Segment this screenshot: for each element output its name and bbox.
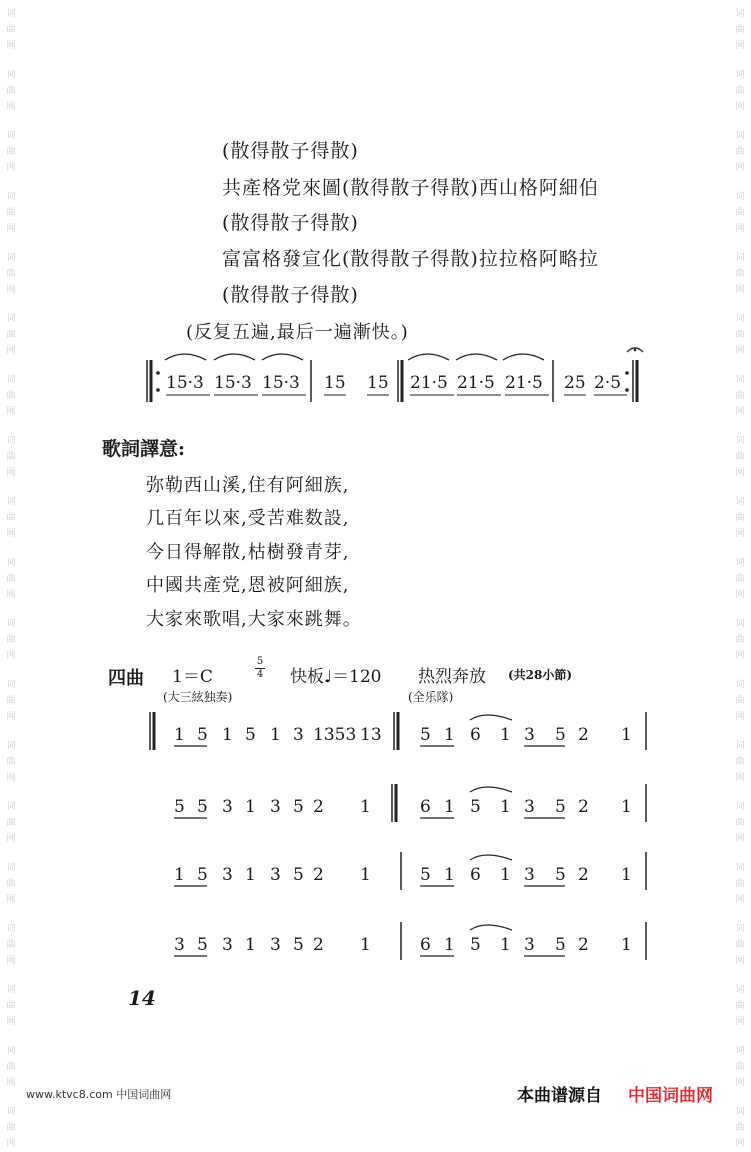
score-note: 3: [293, 725, 304, 745]
watermark-char: 曲: [735, 574, 745, 584]
score-note: 6: [470, 865, 481, 885]
score-note: 5: [293, 865, 304, 885]
watermark-char: 网: [735, 468, 745, 478]
watermark-mark: [4, 250, 18, 298]
key-signature: 1＝C: [172, 667, 213, 687]
score-note: 1353: [313, 725, 357, 745]
watermark-mark: [733, 1104, 747, 1152]
score-note: 5: [197, 935, 208, 955]
score-area: [0, 700, 751, 980]
watermark-char: 词: [6, 863, 16, 873]
watermark-char: 网: [735, 651, 745, 661]
watermark-mark: [733, 250, 747, 298]
watermark-char: 曲: [735, 757, 745, 767]
watermark-char: 网: [735, 102, 745, 112]
watermark-char: 词: [6, 619, 16, 629]
watermark-char: 网: [735, 285, 745, 295]
watermark-char: 网: [6, 1139, 16, 1149]
watermark-mark: [733, 6, 747, 54]
score-note: 3: [174, 935, 185, 955]
watermark-char: 曲: [735, 1062, 745, 1072]
watermark-char: 网: [735, 1017, 745, 1027]
score-note: 5: [555, 865, 566, 885]
watermark-mark: [4, 616, 18, 664]
score-note: 13: [360, 725, 382, 745]
score-note: 1: [621, 935, 632, 955]
score-note: 1: [270, 725, 281, 745]
score-note: 2: [313, 935, 324, 955]
watermark-char: 曲: [735, 696, 745, 706]
score-note: 5: [555, 725, 566, 745]
watermark-mark: [4, 6, 18, 54]
staff1-token: 2·5: [594, 373, 622, 393]
watermark-char: 曲: [735, 879, 745, 889]
instrument-note-left: (大三絃独奏): [163, 690, 233, 704]
score-note: 5: [555, 935, 566, 955]
watermark-char: 网: [6, 1078, 16, 1088]
translation-line-1: 弥勒西山溪,住有阿細族,: [146, 475, 350, 496]
watermark-char: 词: [735, 497, 745, 507]
score-note: 1: [174, 725, 185, 745]
watermark-char: 词: [735, 1046, 745, 1056]
watermark-char: 网: [6, 834, 16, 844]
score-note: 1: [245, 865, 256, 885]
watermark-mark: [4, 494, 18, 542]
score-note: 3: [270, 935, 281, 955]
score-note: 1: [245, 935, 256, 955]
score-note: 1: [621, 725, 632, 745]
translation-line-2: 几百年以來,受苦难数設,: [146, 508, 350, 529]
watermark-mark: [4, 128, 18, 176]
watermark-mark: [733, 128, 747, 176]
score-note: 3: [270, 797, 281, 817]
watermark-char: 词: [735, 314, 745, 324]
page-number: 14: [128, 986, 156, 1010]
watermark-char: 曲: [6, 330, 16, 340]
score-note: 1: [500, 797, 511, 817]
watermark-char: 曲: [6, 147, 16, 157]
watermark-char: 网: [735, 773, 745, 783]
bar-count: (共28小節): [508, 668, 573, 682]
watermark-char: 词: [6, 802, 16, 812]
watermark-char: 网: [6, 346, 16, 356]
score-note: 2: [578, 725, 589, 745]
score-note: 3: [270, 865, 281, 885]
score-note: 1: [360, 865, 371, 885]
score-note: 1: [360, 935, 371, 955]
staff1-token: 15: [367, 373, 389, 393]
watermark-char: 词: [6, 1046, 16, 1056]
score-note: 5: [470, 935, 481, 955]
watermark-char: 曲: [735, 330, 745, 340]
score-note: 5: [420, 725, 431, 745]
watermark-char: 词: [735, 70, 745, 80]
repeat-note: (反复五遍,最后一遍漸快。): [186, 322, 409, 343]
score-note: 5: [420, 865, 431, 885]
watermark-char: 曲: [6, 940, 16, 950]
watermark-char: 词: [735, 924, 745, 934]
watermark-char: 网: [735, 1139, 745, 1149]
watermark-char: 曲: [735, 1123, 745, 1133]
watermark-char: 网: [6, 224, 16, 234]
watermark-char: 词: [6, 741, 16, 751]
watermark-char: 曲: [6, 208, 16, 218]
staff1-token: 25: [564, 373, 586, 393]
watermark-mark: [4, 555, 18, 603]
translation-line-5: 大家來歌唱,大家來跳舞。: [146, 609, 362, 630]
watermark-char: 曲: [6, 879, 16, 889]
score-note: 1: [444, 935, 455, 955]
watermark-mark: [4, 1104, 18, 1152]
watermark-char: 词: [735, 9, 745, 19]
watermark-char: 词: [6, 497, 16, 507]
watermark-char: 曲: [735, 208, 745, 218]
watermark-char: 词: [735, 253, 745, 263]
watermark-char: 曲: [735, 269, 745, 279]
watermark-char: 曲: [6, 696, 16, 706]
staff-1: [0, 340, 751, 410]
watermark-char: 曲: [6, 391, 16, 401]
watermark-char: 网: [735, 163, 745, 173]
watermark-mark: [4, 1043, 18, 1091]
watermark-char: 曲: [735, 1001, 745, 1011]
watermark-char: 网: [6, 956, 16, 966]
watermark-char: 曲: [6, 818, 16, 828]
watermark-char: 词: [6, 253, 16, 263]
score-note: 2: [578, 797, 589, 817]
watermark-char: 词: [6, 985, 16, 995]
watermark-char: 词: [735, 802, 745, 812]
watermark-char: 网: [6, 773, 16, 783]
score-note: 1: [222, 725, 233, 745]
watermark-mark: [733, 982, 747, 1030]
watermark-char: 曲: [6, 86, 16, 96]
instrument-note-right: (全乐隊): [408, 690, 454, 704]
section-title: 四曲: [108, 668, 144, 689]
watermark-char: 词: [6, 680, 16, 690]
mood-marking: 热烈奔放: [418, 667, 486, 687]
score-note: 1: [174, 865, 185, 885]
score-note: 5: [245, 725, 256, 745]
time-bottom: 4: [256, 669, 264, 680]
watermark-char: 曲: [6, 25, 16, 35]
watermark-char: 网: [6, 1017, 16, 1027]
watermark-mark: [733, 433, 747, 481]
watermark-char: 曲: [735, 25, 745, 35]
lyric-line-5: (散得散子得散): [222, 284, 359, 306]
watermark-char: 词: [735, 1107, 745, 1117]
score-note: 1: [444, 865, 455, 885]
watermark-char: 曲: [735, 940, 745, 950]
watermark-char: 词: [735, 375, 745, 385]
watermark-char: 词: [735, 985, 745, 995]
footer-left-text: www.ktvc8.com 中国词曲网: [26, 1088, 172, 1101]
watermark-mark: [4, 433, 18, 481]
watermark-char: 曲: [6, 574, 16, 584]
watermark-char: 词: [6, 375, 16, 385]
watermark-mark: [4, 982, 18, 1030]
watermark-char: 网: [735, 346, 745, 356]
watermark-char: 网: [6, 468, 16, 478]
watermark-char: 网: [735, 956, 745, 966]
score-note: 1: [444, 725, 455, 745]
lyric-line-1: (散得散子得散): [222, 140, 359, 162]
watermark-char: 曲: [6, 1001, 16, 1011]
watermark-char: 曲: [6, 1062, 16, 1072]
watermark-char: 曲: [6, 757, 16, 767]
watermark-char: 词: [735, 619, 745, 629]
watermark-char: 曲: [735, 86, 745, 96]
watermark-char: 网: [735, 895, 745, 905]
watermark-char: 词: [6, 436, 16, 446]
score-note: 5: [293, 935, 304, 955]
watermark-char: 曲: [6, 1123, 16, 1133]
watermark-char: 网: [735, 834, 745, 844]
score-note: 6: [420, 797, 431, 817]
footer-brand[interactable]: 中国词曲网: [628, 1086, 713, 1106]
watermark-char: 词: [735, 131, 745, 141]
score-note: 1: [621, 865, 632, 885]
score-note: 1: [500, 865, 511, 885]
watermark-char: 曲: [735, 452, 745, 462]
score-note: 1: [500, 935, 511, 955]
score-note: 1: [444, 797, 455, 817]
watermark-mark: [733, 616, 747, 664]
time-signature: [253, 656, 267, 681]
score-note: 2: [313, 865, 324, 885]
watermark-char: 网: [735, 590, 745, 600]
translation-heading: 歌詞譯意:: [102, 438, 186, 460]
score-note: 3: [524, 797, 535, 817]
watermark-char: 词: [6, 131, 16, 141]
score-note: 3: [222, 797, 233, 817]
watermark-char: 曲: [735, 147, 745, 157]
watermark-char: 曲: [6, 452, 16, 462]
translation-line-4: 中國共產党,恩被阿細族,: [146, 575, 350, 596]
watermark-char: 网: [6, 712, 16, 722]
score-note: 3: [222, 935, 233, 955]
watermark-char: 词: [6, 9, 16, 19]
watermark-char: 曲: [6, 513, 16, 523]
watermark-char: 词: [6, 70, 16, 80]
watermark-char: 词: [6, 924, 16, 934]
score-note: 5: [197, 865, 208, 885]
staff1-token: 21·5: [505, 373, 543, 393]
watermark-char: 词: [6, 314, 16, 324]
score-note: 2: [313, 797, 324, 817]
translation-line-3: 今日得解散,枯樹發青芽,: [146, 542, 350, 563]
footer-source-label: 本曲谱源自: [517, 1086, 602, 1106]
score-note: 1: [360, 797, 371, 817]
watermark-char: 词: [735, 558, 745, 568]
watermark-char: 曲: [735, 818, 745, 828]
staff1-token: 21·5: [457, 373, 495, 393]
watermark-char: 词: [6, 558, 16, 568]
watermark-char: 网: [6, 41, 16, 51]
watermark-char: 网: [6, 651, 16, 661]
score-note: 1: [500, 725, 511, 745]
watermark-char: 网: [735, 224, 745, 234]
score-note: 5: [555, 797, 566, 817]
score-note: 1: [245, 797, 256, 817]
watermark-char: 网: [6, 285, 16, 295]
watermark-mark: [733, 189, 747, 237]
lyric-line-4: 富富格發宣化(散得散子得散)拉拉格阿略拉: [222, 248, 599, 270]
watermark-mark: [733, 1043, 747, 1091]
watermark-char: 词: [735, 863, 745, 873]
watermark-char: 网: [6, 407, 16, 417]
staff1-token: 21·5: [410, 373, 448, 393]
score-note: 5: [197, 797, 208, 817]
score-note: 3: [524, 865, 535, 885]
watermark-char: 词: [735, 680, 745, 690]
lyric-line-2: 共產格党來圖(散得散子得散)西山格阿細伯: [222, 177, 599, 199]
score-note: 5: [197, 725, 208, 745]
tempo-marking: 快板♩＝120: [290, 667, 382, 687]
watermark-char: 网: [6, 590, 16, 600]
watermark-char: 网: [6, 529, 16, 539]
watermark-char: 网: [6, 895, 16, 905]
staff1-token: 15: [324, 373, 346, 393]
staff1-token: 15·3: [262, 373, 300, 393]
score-note: 2: [578, 935, 589, 955]
watermark-char: 曲: [735, 513, 745, 523]
watermark-char: 曲: [6, 635, 16, 645]
watermark-char: 词: [735, 192, 745, 202]
watermark-char: 网: [6, 163, 16, 173]
score-note: 5: [174, 797, 185, 817]
watermark-char: 曲: [735, 391, 745, 401]
watermark-char: 词: [735, 436, 745, 446]
watermark-mark: [4, 67, 18, 115]
score-note: 5: [470, 797, 481, 817]
watermark-char: 网: [735, 41, 745, 51]
watermark-char: 曲: [6, 269, 16, 279]
watermark-mark: [733, 555, 747, 603]
watermark-char: 词: [6, 1107, 16, 1117]
score-note: 1: [621, 797, 632, 817]
score-note: 6: [470, 725, 481, 745]
watermark-mark: [733, 67, 747, 115]
watermark-mark: [4, 189, 18, 237]
watermark-char: 网: [735, 712, 745, 722]
score-note: 3: [222, 865, 233, 885]
staff1-token: 15·3: [166, 373, 204, 393]
watermark-char: 词: [735, 741, 745, 751]
watermark-char: 网: [735, 407, 745, 417]
lyric-line-3: (散得散子得散): [222, 212, 359, 234]
watermark-char: 网: [735, 1078, 745, 1088]
score-note: 5: [293, 797, 304, 817]
watermark-mark: [733, 494, 747, 542]
watermark-char: 网: [6, 102, 16, 112]
score-note: 2: [578, 865, 589, 885]
watermark-char: 曲: [735, 635, 745, 645]
staff1-token: 15·3: [214, 373, 252, 393]
watermark-char: 词: [6, 192, 16, 202]
time-top: 5: [256, 656, 264, 667]
score-note: 3: [524, 935, 535, 955]
score-note: 6: [420, 935, 431, 955]
watermark-char: 网: [735, 529, 745, 539]
score-note: 3: [524, 725, 535, 745]
